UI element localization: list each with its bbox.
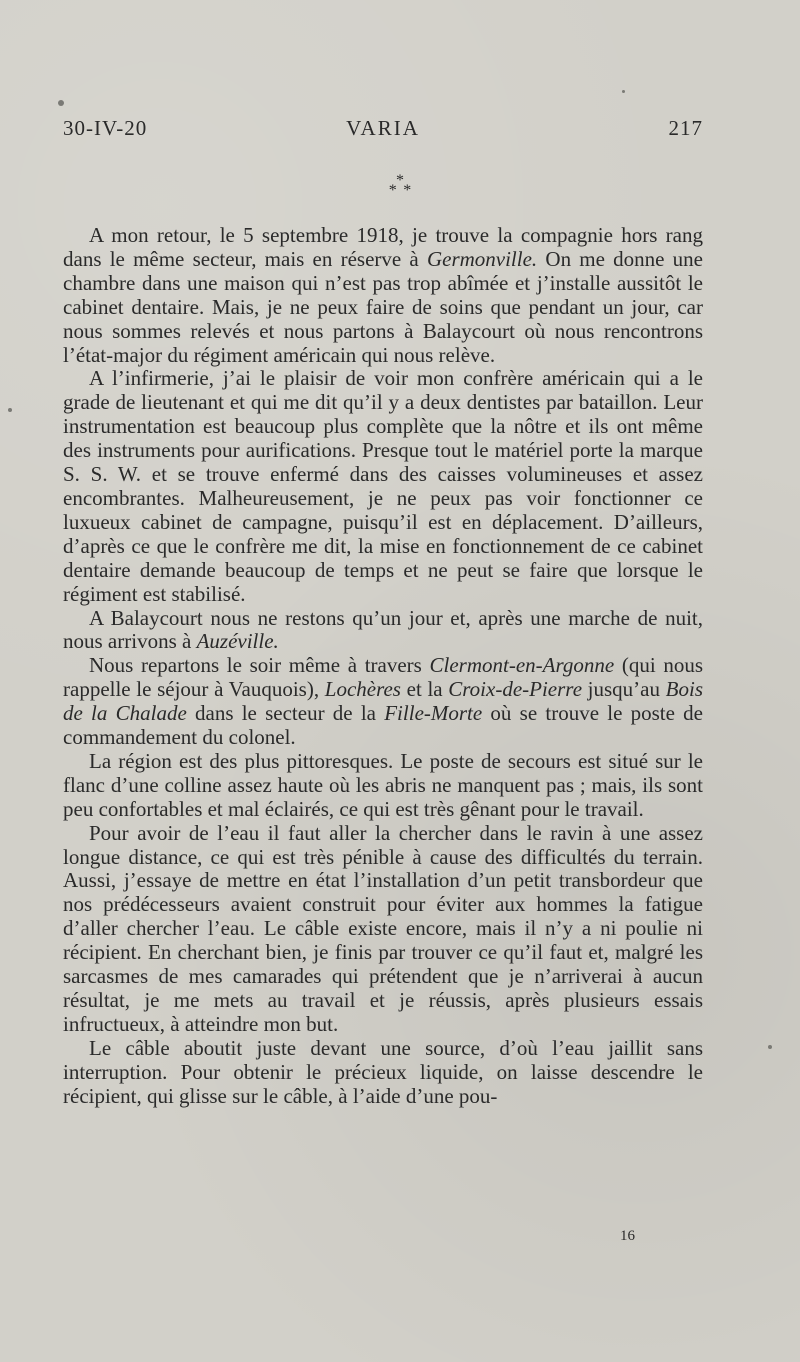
page-number: 217 bbox=[668, 116, 703, 140]
paragraph bbox=[63, 224, 703, 367]
asterism-right-star: * bbox=[403, 182, 412, 199]
asterism-top-star: * bbox=[396, 172, 404, 189]
italic-place-name: Clermont-en-Argonne bbox=[429, 653, 615, 678]
running-head bbox=[63, 116, 703, 146]
paper-speck bbox=[8, 408, 12, 412]
paragraph bbox=[63, 1037, 703, 1109]
paragraph-text: et la bbox=[400, 677, 449, 702]
paragraph-text: A Balaycourt nous ne restons qu’un jour et, après une marche de nuit, nous arrivons à bbox=[63, 605, 703, 654]
paragraph-text: La région est des plus pittoresques. Le poste de secours est situé sur le flanc d’une colline assez haute où les abris ne manquent pas ; mais, ils sont peu confortables et mal éclairés, ce qui est très gênant pour le travail. bbox=[63, 748, 703, 821]
paragraph bbox=[63, 607, 703, 655]
paragraph bbox=[63, 654, 703, 750]
italic-place-name: Croix-de-Pierre bbox=[448, 677, 583, 702]
paragraph bbox=[63, 750, 703, 822]
paper-speck bbox=[768, 1045, 772, 1049]
paragraph bbox=[63, 822, 703, 1037]
asterism-left-star: * bbox=[388, 182, 397, 199]
paper-speck bbox=[622, 90, 625, 93]
paragraph-text: Le câble aboutit juste devant une source, d’où l’eau jaillit sans interruption. Pour obtenir le précieux liquide, on laisse descendre le récipient, qui glisse sur le câble, à l’aide d’une pou- bbox=[63, 1035, 703, 1108]
header-date: 30-IV-20 bbox=[63, 116, 148, 140]
header-section-title: VARIA bbox=[346, 116, 420, 140]
paragraph-text: (qui nous rappelle le séjour à Vauquois), bbox=[63, 653, 703, 702]
asterism-separator bbox=[0, 172, 800, 199]
paragraph-text: Pour avoir de l’eau il faut aller la chercher dans le ravin à une assez longue distance, ce qui est très pénible à cause des difficultés du terrain. Aussi, j’essaye de mettre en état l’installation d’un petit transbordeur que nos prédécesseurs avaient construit pour éviter aux hommes la fatigue d’aller chercher l’eau. Le câble existe encore, mais il n’y a ni poulie ni récipient. En cherchant bien, je finis par trouver ce qu’il faut et, malgré les sarcasmes de mes camarades qui prétendent que je n’arriverai à aucun résultat, je me mets au travail et je réussis, après plusieurs essais infructueux, à atteindre mon but. bbox=[63, 820, 703, 1036]
paragraph-text: A mon retour, le 5 septembre 1918, je trouve la compagnie hors rang dans le même secteur, mais en réserve à bbox=[63, 223, 703, 271]
signature-mark: 16 bbox=[620, 1228, 635, 1244]
paragraph-text: où se trouve le poste de commandement du colonel. bbox=[63, 701, 704, 750]
italic-place-name: Fille-Morte bbox=[384, 701, 483, 726]
paragraph-text: dans le secteur de la bbox=[186, 701, 385, 726]
italic-place-name: Auzéville. bbox=[196, 629, 279, 654]
paragraph-text: jusqu’au bbox=[582, 677, 666, 702]
italic-place-name: Germonville. bbox=[426, 246, 538, 271]
body-text bbox=[63, 224, 703, 1109]
paragraph-text: Nous repartons le soir même à travers bbox=[89, 653, 430, 678]
italic-place-name: Bois de la Chalade bbox=[63, 677, 704, 726]
paragraph bbox=[63, 367, 703, 606]
paragraph-text: On me donne une chambre dans une maison qui n’est pas trop abîmée et j’installe aussitôt le cabinet dentaire. Mais, je ne peux faire de soins que pendant un jour, car nous sommes relevés et nous partons à Balaycourt où nous rencontrons l’état-major du régiment américain qui nous relève. bbox=[63, 246, 703, 367]
paragraph-text: A l’infirmerie, j’ai le plaisir de voir mon confrère américain qui a le grade de lieutenant et qui me dit qu’il y a deux dentistes par bataillon. Leur instrumentation est beaucoup plus complète que la nôtre et ils ont même des instruments pour aurifications. Presque tout le matériel porte la marque S. S. W. et se trouve enfermé dans des caisses volumineuses et assez encombrantes. Malheureusement, je ne peux pas voir fonctionner ce luxueux cabinet de campagne, puisqu’il est en déplacement. D’ailleurs, d’après ce que le confrère me dit, la mise en fonctionnement de ce cabinet dentaire demande beaucoup de temps et ne peut se faire que lorsque le régiment est stabilisé. bbox=[63, 366, 703, 606]
paper-speck bbox=[58, 100, 64, 106]
italic-place-name: Lochères bbox=[324, 677, 401, 702]
